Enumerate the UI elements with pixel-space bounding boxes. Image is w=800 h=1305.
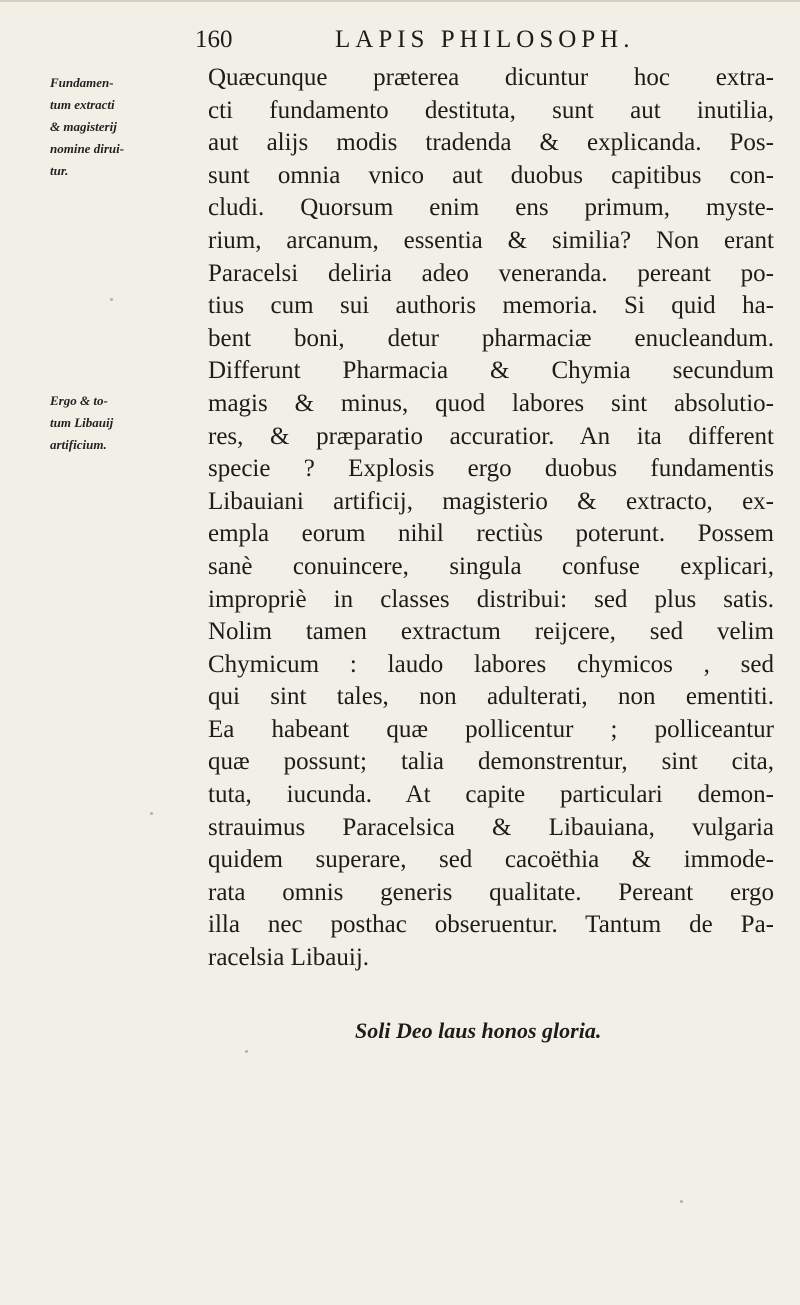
- text-line: tius cum sui authoris memoria. Si quid ha-: [208, 292, 774, 320]
- text-line: cludi. Quorsum enim ens primum, myste-: [208, 194, 774, 222]
- text-line: tuta, iucunda. At capite particulari demon-: [208, 781, 774, 809]
- running-head: [0, 20, 800, 60]
- running-title: LAPIS PHILOSOPH.: [335, 26, 635, 53]
- margin-note-line: Fundamen-: [50, 75, 114, 90]
- text-line: Chymicum : laudo labores chymicos , sed: [208, 650, 774, 678]
- text-line: magis & minus, quod labores sint absolutio-: [208, 389, 774, 417]
- text-line: Differunt Pharmacia & Chymia secundum: [208, 357, 774, 385]
- margin-note-line: tur.: [50, 163, 69, 178]
- text-line: Paracelsi deliria adeo veneranda. pereant po-: [208, 259, 774, 287]
- margin-note-line: tum extracti: [50, 97, 115, 112]
- margin-note-line: artificium.: [50, 437, 107, 452]
- closing-motto: Soli Deo laus honos gloria.: [355, 1018, 602, 1043]
- margin-note-line: nomine dirui-: [50, 141, 125, 156]
- text-line: illa nec posthac obseruentur. Tantum de Pa-: [208, 911, 774, 939]
- margin-note-line: tum Libauij: [50, 415, 114, 430]
- margin-note-line: Ergo & to-: [50, 393, 108, 408]
- text-line: quidem superare, sed cacoëthia & immode-: [208, 846, 774, 874]
- margin-note: [50, 390, 113, 456]
- text-line: impropriè in classes distribui: sed plus satis.: [208, 585, 774, 613]
- text-line: specie ? Explosis ergo duobus fundamentis: [208, 455, 774, 483]
- paper-blemish: [110, 298, 113, 301]
- text-line: Ea habeant quæ pollicentur ; polliceantur: [208, 715, 774, 743]
- page-edge: [0, 0, 800, 2]
- text-line: qui sint tales, non adulterati, non ementiti.: [208, 683, 774, 711]
- text-line: Quæcunque præterea dicuntur hoc extra-: [208, 64, 774, 91]
- margin-note: [50, 72, 124, 182]
- text-line: sanè conuincere, singula confuse explicari,: [208, 552, 774, 580]
- text-line: bent boni, detur pharmaciæ enucleandum.: [208, 324, 774, 352]
- text-line: quæ possunt; talia demonstrentur, sint cita,: [208, 748, 774, 776]
- page-number: 160: [195, 26, 233, 53]
- text-line: cti fundamento destituta, sunt aut inutilia,: [208, 96, 774, 124]
- text-line: rium, arcanum, essentia & similia? Non erant: [208, 226, 774, 254]
- text-line: strauimus Paracelsica & Libauiana, vulgaria: [208, 813, 774, 841]
- text-line: Nolim tamen extractum reijcere, sed velim: [208, 618, 774, 646]
- text-line: Libauiani artificij, magisterio & extracto, ex-: [208, 487, 774, 515]
- body-text: [208, 62, 774, 975]
- paper-blemish: [680, 1200, 683, 1203]
- text-line: res, & præparatio accuratior. An ita different: [208, 422, 774, 450]
- text-line: aut alijs modis tradenda & explicanda. Pos-: [208, 129, 774, 157]
- margin-note-line: & magisterij: [50, 119, 117, 134]
- paper-blemish: [245, 1050, 248, 1053]
- text-line: racelsia Libauij.: [208, 944, 370, 972]
- text-line: sunt omnia vnico aut duobus capitibus con-: [208, 161, 774, 189]
- text-line: rata omnis generis qualitate. Pereant ergo: [208, 878, 774, 906]
- paper-blemish: [150, 812, 153, 815]
- text-line: empla eorum nihil rectiùs poterunt. Possem: [208, 520, 774, 548]
